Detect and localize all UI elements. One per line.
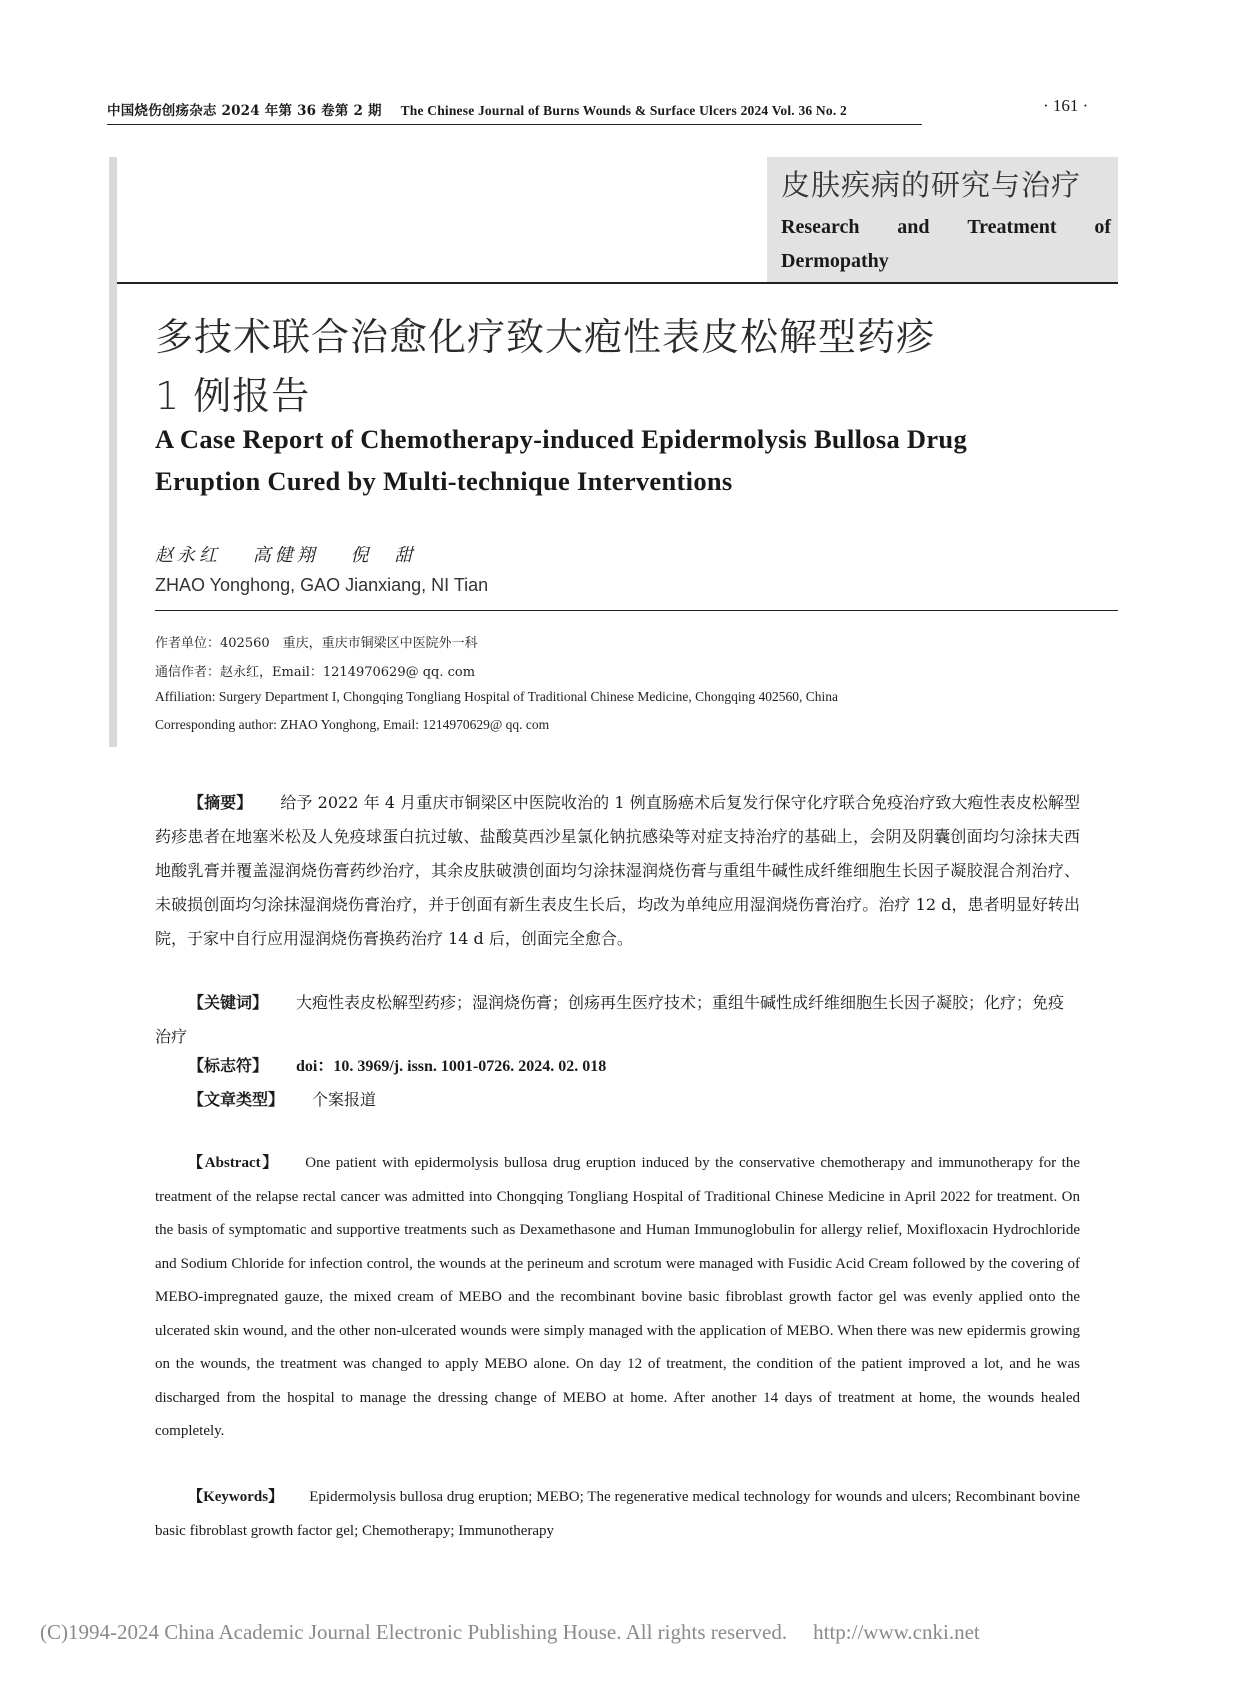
column-word: and — [897, 216, 930, 238]
affiliation-en: Affiliation: Surgery Department I, Chongqing Tongliang Hospital of Traditional Chinese Medicine, Chongqing 402560, China — [155, 689, 838, 704]
column-word: of — [1094, 216, 1111, 238]
abstract-en-label: 【Abstract】 — [188, 1155, 280, 1171]
authors-zh — [155, 541, 438, 567]
abstract-en — [155, 1147, 1080, 1449]
keywords-en — [155, 1481, 1080, 1548]
article-title-zh — [155, 308, 1055, 426]
author-name: 倪 甜 — [350, 545, 417, 566]
keywords-en-label: 【Keywords】 — [188, 1489, 284, 1505]
doi-text: doi：10. 3969/j. issn. 1001-0726. 2024. 02. 018 — [296, 1058, 607, 1075]
affiliation-zh: 作者单位：402560 重庆，重庆市铜梁区中医院外一科 — [155, 636, 478, 651]
column-word: Dermopathy — [781, 250, 889, 272]
footer-url: http://www.cnki.net — [813, 1620, 980, 1644]
keywords-zh-text: 大疱性表皮松解型药疹；湿润烧伤膏；创疡再生医疗技术；重组牛碱性成纤维细胞生长因子凝胶；化疗；免疫治疗 — [155, 993, 1065, 1046]
abstract-en-text: One patient with epidermolysis bullosa drug eruption induced by the conservative chemotherapy and immunotherapy for the treatment of the relapse rectal cancer was admitted into Chongqing Tongliang Hospital of Traditional Chinese Medicine in April 2022 for treatment. On the basis of symptomatic and supportive treatments such as Dexamethasone and Human Immunoglobulin for allergy relief, Moxifloxacin Hydrochloride and Sodium Chloride for infection control, the wounds at the perineum and scrotum were managed with Fusidic Acid Cream followed by the covering of MEBO-impregnated gauze, the mixed cream of MEBO and the recombinant bovine basic fibroblast growth factor gel was evenly applied onto the ulcerated skin wound, and the other non-ulcerated wounds were simply managed with the application of MEBO. When there was new epidermis growing on the wounds, the treatment was changed to apply MEBO alone. On day 12 of treatment, the condition of the patient improved a lot, and he was discharged from the hospital to manage the dressing change of MEBO at home. After another 14 days of treatment at home, the wounds healed completely. — [155, 1155, 1080, 1439]
corresponding-en: Corresponding author: ZHAO Yonghong, Email: 1214970629@ qq. com — [155, 717, 550, 732]
doi-line — [155, 1053, 606, 1076]
keywords-en-text: Epidermolysis bullosa drug eruption; MEBO; The regenerative medical technology for wounds and ulcers; Recombinant bovine basic fibroblast growth factor gel; Chemotherapy; Immunotherapy — [155, 1489, 1081, 1539]
column-title-zh: 皮肤疾病的研究与治疗 — [781, 168, 1082, 202]
left-margin-bar — [109, 157, 117, 747]
page-number: · 161 · — [1043, 96, 1089, 115]
abstract-zh-text: 给予 2022 年 4 月重庆市铜梁区中医院收治的 1 例直肠癌术后复发行保守化疗联合免疫治疗致大疱性表皮松解型药疹患者在地塞米松及人免疫球蛋白抗过敏、盐酸莫西沙星氯化钠抗感染等对症支持治疗的基础上，会阴及阴囊创面均匀涂抹夫西地酸乳膏并覆盖湿润烧伤膏药纱治疗，其余皮肤破溃创面均匀涂抹湿润烧伤膏与重组牛碱性成纤维细胞生长因子凝胶混合剂治疗、未破损创面均匀涂抹湿润烧伤膏治疗，并于创面有新生表皮生长后，均改为单纯应用湿润烧伤膏治疗。治疗 12 d，患者明显好转出院，于家中自行应用湿润烧伤膏换药治疗 14 d 后，创面完全愈合。 — [155, 793, 1080, 948]
abstract-zh — [155, 786, 1080, 956]
running-header-rule — [107, 124, 922, 125]
article-title-en — [155, 418, 1075, 502]
corresponding-zh: 通信作者：赵永红，Email：1214970629@ qq. com — [155, 665, 476, 680]
author-name: 高健翔 — [252, 545, 319, 566]
abstract-zh-label: 【摘要】 — [188, 793, 253, 812]
keywords-zh-label: 【关键词】 — [188, 993, 269, 1012]
author-name: 赵永红 — [155, 545, 221, 566]
column-rule — [117, 282, 1118, 284]
title-zh-line: 多技术联合治愈化疗致大疱性表皮松解型药疹 — [155, 315, 936, 359]
copyright-text: (C)1994-2024 China Academic Journal Electronic Publishing House. All rights reserved. — [40, 1620, 788, 1644]
authors-en: ZHAO Yonghong, GAO Jianxiang, NI Tian — [155, 575, 489, 595]
keywords-zh — [155, 986, 1080, 1054]
doi-label: 【标志符】 — [188, 1056, 269, 1075]
title-en-line: A Case Report of Chemotherapy-induced Epidermolysis Bullosa Drug — [155, 424, 968, 454]
copyright-footer — [40, 1620, 980, 1645]
article-type-text: 个案报道 — [312, 1090, 377, 1109]
article-type-label: 【文章类型】 — [188, 1090, 285, 1109]
article-type-line — [155, 1087, 376, 1110]
title-en-line: Eruption Cured by Multi-technique Interventions — [155, 466, 733, 496]
running-header-zh: 中国烧伤创疡杂志 2024 年第 36 卷第 2 期 — [107, 103, 382, 119]
column-title-en — [781, 210, 1111, 278]
authors-rule — [155, 610, 1118, 611]
running-header-en: The Chinese Journal of Burns Wounds & Surface Ulcers 2024 Vol. 36 No. 2 — [400, 103, 847, 118]
running-header — [107, 99, 847, 119]
column-word: Research — [781, 216, 860, 238]
column-word: Treatment — [967, 216, 1057, 238]
title-zh-line: 1 例报告 — [155, 374, 311, 418]
